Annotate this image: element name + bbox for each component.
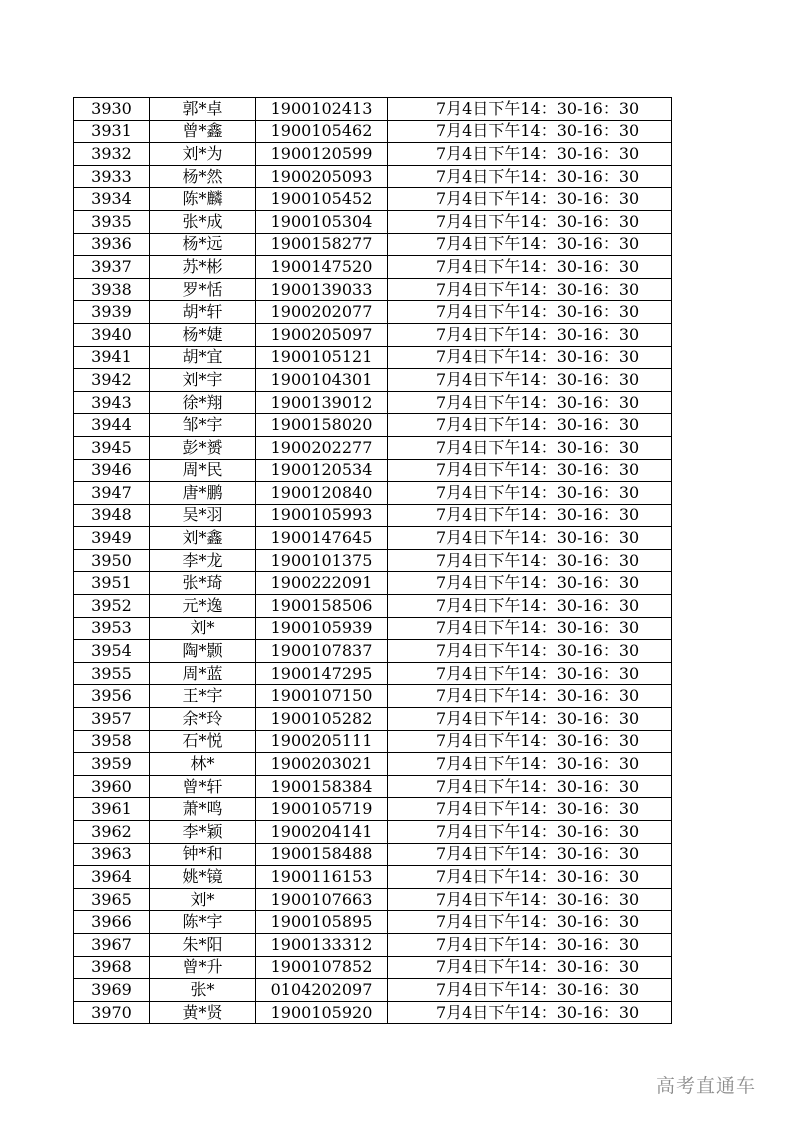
exam-time-cell: 7月4日下午14：30-16：30 [388,956,672,979]
exam-time-cell: 7月4日下午14：30-16：30 [388,911,672,934]
table-row [74,821,672,844]
table-row [74,933,672,956]
student-id-cell: 1900202077 [256,301,388,324]
student-id-cell: 1900105282 [256,708,388,731]
exam-time-cell: 7月4日下午14：30-16：30 [388,821,672,844]
table-row [74,233,672,256]
table-row [74,730,672,753]
row-number-cell: 3946 [74,459,150,482]
row-number-cell: 3950 [74,549,150,572]
row-number-cell: 3943 [74,391,150,414]
exam-time-cell: 7月4日下午14：30-16：30 [388,233,672,256]
student-id-cell: 1900147295 [256,662,388,685]
roster-table-body [74,98,672,1024]
exam-time-cell: 7月4日下午14：30-16：30 [388,459,672,482]
student-name-cell: 曾*升 [150,956,256,979]
table-row [74,165,672,188]
table-row [74,640,672,663]
table-row [74,459,672,482]
student-name-cell: 余*玲 [150,708,256,731]
row-number-cell: 3930 [74,98,150,121]
table-row [74,391,672,414]
row-number-cell: 3966 [74,911,150,934]
exam-time-cell: 7月4日下午14：30-16：30 [388,391,672,414]
row-number-cell: 3941 [74,346,150,369]
row-number-cell: 3933 [74,165,150,188]
row-number-cell: 3939 [74,301,150,324]
student-name-cell: 朱*阳 [150,933,256,956]
student-id-cell: 1900158384 [256,775,388,798]
table-row [74,527,672,550]
exam-time-cell: 7月4日下午14：30-16：30 [388,888,672,911]
exam-time-cell: 7月4日下午14：30-16：30 [388,933,672,956]
student-id-cell: 1900120599 [256,143,388,166]
row-number-cell: 3932 [74,143,150,166]
row-number-cell: 3951 [74,572,150,595]
student-name-cell: 陶*颢 [150,640,256,663]
student-name-cell: 周*民 [150,459,256,482]
student-id-cell: 1900158020 [256,414,388,437]
student-name-cell: 刘* [150,888,256,911]
student-id-cell: 1900203021 [256,753,388,776]
table-row [74,685,672,708]
table-row [74,278,672,301]
table-row [74,120,672,143]
student-name-cell: 萧*鸣 [150,798,256,821]
exam-time-cell: 7月4日下午14：30-16：30 [388,640,672,663]
student-id-cell: 1900102413 [256,98,388,121]
row-number-cell: 3958 [74,730,150,753]
row-number-cell: 3936 [74,233,150,256]
exam-time-cell: 7月4日下午14：30-16：30 [388,278,672,301]
exam-time-cell: 7月4日下午14：30-16：30 [388,730,672,753]
table-row [74,572,672,595]
row-number-cell: 3957 [74,708,150,731]
row-number-cell: 3949 [74,527,150,550]
table-row [74,301,672,324]
table-row [74,256,672,279]
student-id-cell: 1900205111 [256,730,388,753]
student-name-cell: 胡*宜 [150,346,256,369]
student-name-cell: 陈*宇 [150,911,256,934]
student-name-cell: 刘* [150,617,256,640]
student-id-cell: 1900101375 [256,549,388,572]
student-name-cell: 徐*翔 [150,391,256,414]
student-id-cell: 1900107150 [256,685,388,708]
student-id-cell: 1900222091 [256,572,388,595]
student-name-cell: 刘*宇 [150,369,256,392]
row-number-cell: 3938 [74,278,150,301]
student-id-cell: 1900133312 [256,933,388,956]
row-number-cell: 3942 [74,369,150,392]
student-id-cell: 1900205097 [256,323,388,346]
row-number-cell: 3934 [74,188,150,211]
student-id-cell: 1900107837 [256,640,388,663]
row-number-cell: 3963 [74,843,150,866]
student-name-cell: 苏*彬 [150,256,256,279]
table-row [74,1001,672,1024]
student-id-cell: 1900204141 [256,821,388,844]
student-name-cell: 元*逸 [150,595,256,618]
table-row [74,662,672,685]
row-number-cell: 3956 [74,685,150,708]
student-name-cell: 姚*镜 [150,866,256,889]
exam-time-cell: 7月4日下午14：30-16：30 [388,482,672,505]
row-number-cell: 3940 [74,323,150,346]
student-name-cell: 彭*赟 [150,436,256,459]
table-row [74,188,672,211]
student-id-cell: 1900158488 [256,843,388,866]
student-id-cell: 1900105920 [256,1001,388,1024]
student-name-cell: 林* [150,753,256,776]
row-number-cell: 3968 [74,956,150,979]
student-name-cell: 杨*然 [150,165,256,188]
table-row [74,98,672,121]
table-row [74,436,672,459]
table-row [74,369,672,392]
exam-time-cell: 7月4日下午14：30-16：30 [388,866,672,889]
student-name-cell: 陈*麟 [150,188,256,211]
student-name-cell: 郭*卓 [150,98,256,121]
student-id-cell: 1900105939 [256,617,388,640]
row-number-cell: 3947 [74,482,150,505]
row-number-cell: 3959 [74,753,150,776]
student-name-cell: 罗*恬 [150,278,256,301]
student-name-cell: 黄*贤 [150,1001,256,1024]
row-number-cell: 3954 [74,640,150,663]
student-name-cell: 唐*鹏 [150,482,256,505]
row-number-cell: 3970 [74,1001,150,1024]
student-id-cell: 1900147645 [256,527,388,550]
student-id-cell: 1900116153 [256,866,388,889]
row-number-cell: 3935 [74,210,150,233]
exam-time-cell: 7月4日下午14：30-16：30 [388,436,672,459]
exam-time-cell: 7月4日下午14：30-16：30 [388,708,672,731]
exam-time-cell: 7月4日下午14：30-16：30 [388,504,672,527]
student-name-cell: 曾*轩 [150,775,256,798]
exam-time-cell: 7月4日下午14：30-16：30 [388,165,672,188]
student-name-cell: 邹*宇 [150,414,256,437]
student-id-cell: 1900105462 [256,120,388,143]
row-number-cell: 3945 [74,436,150,459]
exam-time-cell: 7月4日下午14：30-16：30 [388,143,672,166]
student-id-cell: 1900120840 [256,482,388,505]
exam-time-cell: 7月4日下午14：30-16：30 [388,210,672,233]
exam-time-cell: 7月4日下午14：30-16：30 [388,753,672,776]
exam-time-cell: 7月4日下午14：30-16：30 [388,685,672,708]
student-name-cell: 石*悦 [150,730,256,753]
student-name-cell: 钟*和 [150,843,256,866]
table-row [74,549,672,572]
table-row [74,143,672,166]
table-row [74,210,672,233]
exam-time-cell: 7月4日下午14：30-16：30 [388,414,672,437]
exam-time-cell: 7月4日下午14：30-16：30 [388,572,672,595]
exam-time-cell: 7月4日下午14：30-16：30 [388,98,672,121]
exam-time-cell: 7月4日下午14：30-16：30 [388,549,672,572]
student-name-cell: 王*宇 [150,685,256,708]
table-row [74,866,672,889]
student-id-cell: 1900105452 [256,188,388,211]
student-name-cell: 李*颖 [150,821,256,844]
row-number-cell: 3960 [74,775,150,798]
exam-time-cell: 7月4日下午14：30-16：30 [388,595,672,618]
student-name-cell: 周*蓝 [150,662,256,685]
student-name-cell: 杨*婕 [150,323,256,346]
exam-time-cell: 7月4日下午14：30-16：30 [388,843,672,866]
student-name-cell: 张*成 [150,210,256,233]
student-name-cell: 杨*远 [150,233,256,256]
student-id-cell: 1900120534 [256,459,388,482]
student-name-cell: 李*龙 [150,549,256,572]
table-row [74,911,672,934]
table-row [74,595,672,618]
table-row [74,482,672,505]
table-row [74,753,672,776]
watermark-logo-text: 高考直通车 [656,1075,757,1097]
exam-time-cell: 7月4日下午14：30-16：30 [388,775,672,798]
student-id-cell: 1900105719 [256,798,388,821]
exam-time-cell: 7月4日下午14：30-16：30 [388,1001,672,1024]
row-number-cell: 3952 [74,595,150,618]
student-name-cell: 刘*为 [150,143,256,166]
exam-time-cell: 7月4日下午14：30-16：30 [388,256,672,279]
student-id-cell: 1900107663 [256,888,388,911]
exam-time-cell: 7月4日下午14：30-16：30 [388,120,672,143]
table-row [74,979,672,1002]
table-row [74,414,672,437]
row-number-cell: 3962 [74,821,150,844]
table-row [74,323,672,346]
student-id-cell: 1900104301 [256,369,388,392]
roster-table [73,97,672,1024]
student-id-cell: 1900105895 [256,911,388,934]
student-id-cell: 1900105304 [256,210,388,233]
exam-time-cell: 7月4日下午14：30-16：30 [388,346,672,369]
student-id-cell: 0104202097 [256,979,388,1002]
student-id-cell: 1900202277 [256,436,388,459]
row-number-cell: 3967 [74,933,150,956]
row-number-cell: 3969 [74,979,150,1002]
row-number-cell: 3937 [74,256,150,279]
row-number-cell: 3944 [74,414,150,437]
row-number-cell: 3955 [74,662,150,685]
exam-time-cell: 7月4日下午14：30-16：30 [388,301,672,324]
table-row [74,617,672,640]
row-number-cell: 3961 [74,798,150,821]
table-row [74,888,672,911]
student-id-cell: 1900105121 [256,346,388,369]
student-id-cell: 1900147520 [256,256,388,279]
table-row [74,708,672,731]
row-number-cell: 3965 [74,888,150,911]
table-row [74,956,672,979]
row-number-cell: 3948 [74,504,150,527]
exam-time-cell: 7月4日下午14：30-16：30 [388,188,672,211]
student-name-cell: 刘*鑫 [150,527,256,550]
row-number-cell: 3953 [74,617,150,640]
student-id-cell: 1900139033 [256,278,388,301]
table-row [74,843,672,866]
exam-time-cell: 7月4日下午14：30-16：30 [388,979,672,1002]
row-number-cell: 3931 [74,120,150,143]
exam-time-cell: 7月4日下午14：30-16：30 [388,617,672,640]
student-id-cell: 1900158506 [256,595,388,618]
student-name-cell: 胡*轩 [150,301,256,324]
exam-time-cell: 7月4日下午14：30-16：30 [388,662,672,685]
student-name-cell: 张*琦 [150,572,256,595]
student-name-cell: 张* [150,979,256,1002]
student-name-cell: 曾*鑫 [150,120,256,143]
student-id-cell: 1900105993 [256,504,388,527]
student-id-cell: 1900107852 [256,956,388,979]
exam-time-cell: 7月4日下午14：30-16：30 [388,527,672,550]
row-number-cell: 3964 [74,866,150,889]
exam-time-cell: 7月4日下午14：30-16：30 [388,369,672,392]
exam-time-cell: 7月4日下午14：30-16：30 [388,323,672,346]
table-row [74,775,672,798]
table-row [74,346,672,369]
table-row [74,798,672,821]
student-name-cell: 吴*羽 [150,504,256,527]
student-id-cell: 1900139012 [256,391,388,414]
student-id-cell: 1900158277 [256,233,388,256]
exam-time-cell: 7月4日下午14：30-16：30 [388,798,672,821]
table-row [74,504,672,527]
student-id-cell: 1900205093 [256,165,388,188]
roster-sheet [73,97,672,1024]
